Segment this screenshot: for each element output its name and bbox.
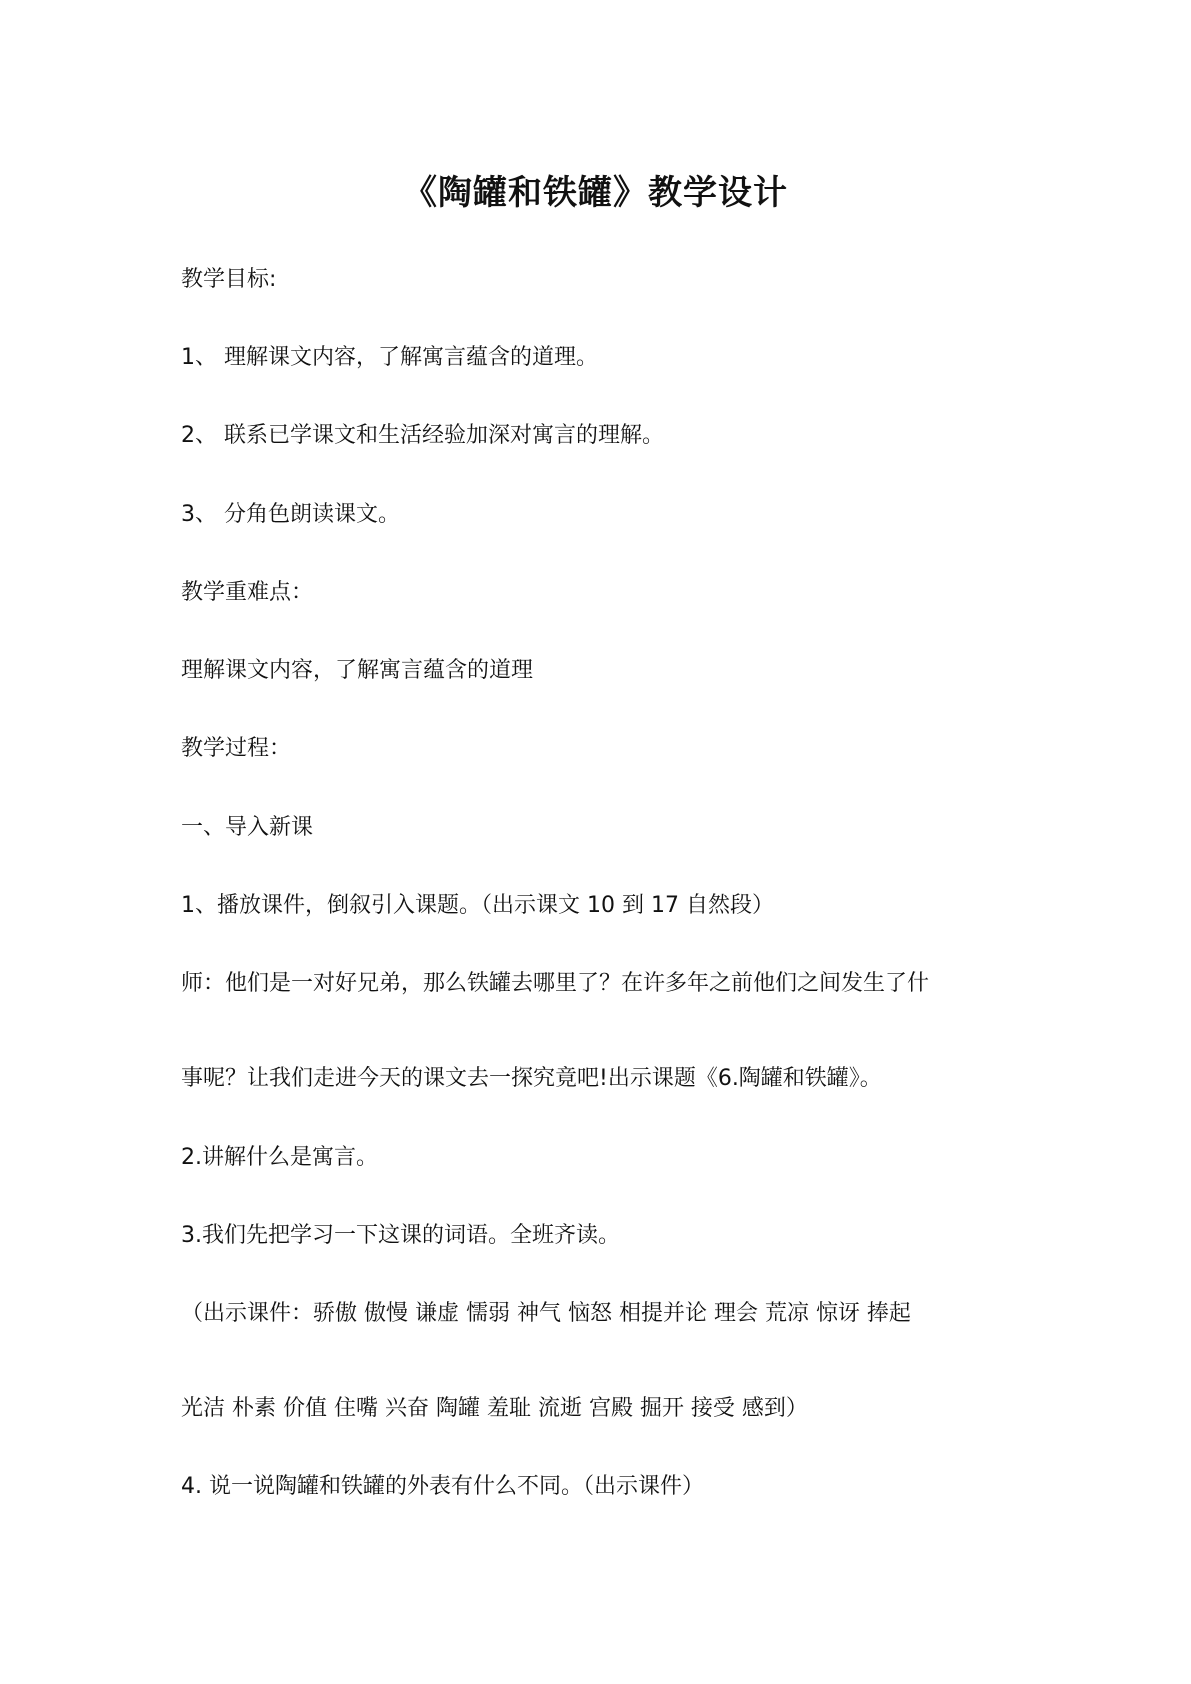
paragraph-line: 事呢？让我们走进今天的课文去一探究竟吧!出示课题《6.陶罐和铁罐》。 [181,1066,882,1091]
paragraph-line: 一、导入新课 [181,815,314,840]
paragraph-line: 2.讲解什么是寓言。 [181,1145,378,1170]
paragraph-line: 光洁 朴素 价值 住嘴 兴奋 陶罐 羞耻 流逝 宫殿 掘开 接受 感到） [181,1396,808,1421]
paragraph-line: 3.我们先把学习一下这课的词语。全班齐读。 [181,1223,620,1248]
paragraph-line: （出示课件：骄傲 傲慢 谦虚 懦弱 神气 恼怒 相提并论 理会 荒凉 惊讶 捧起 [181,1301,911,1326]
paragraph-line: 师：他们是一对好兄弟，那么铁罐去哪里了？在许多年之前他们之间发生了什 [181,971,930,996]
document-title: 《陶罐和铁罐》教学设计 [403,173,788,213]
paragraph-line: 3、 分角色朗读课文。 [181,502,400,527]
paragraph-line: 4. 说一说陶罐和铁罐的外表有什么不同。（出示课件） [181,1474,704,1499]
paragraph-line: 教学过程： [181,736,292,761]
paragraph-line: 教学重难点： [181,580,314,605]
paragraph-line: 教学目标: [181,267,277,292]
paragraph-line: 2、 联系已学课文和生活经验加深对寓言的理解。 [181,423,664,448]
paragraph-line: 理解课文内容，了解寓言蕴含的道理 [181,658,534,683]
paragraph-line: 1、播放课件，倒叙引入课题。（出示课文 10 到 17 自然段） [181,893,774,918]
paragraph-line: 1、 理解课文内容，了解寓言蕴含的道理。 [181,345,598,370]
